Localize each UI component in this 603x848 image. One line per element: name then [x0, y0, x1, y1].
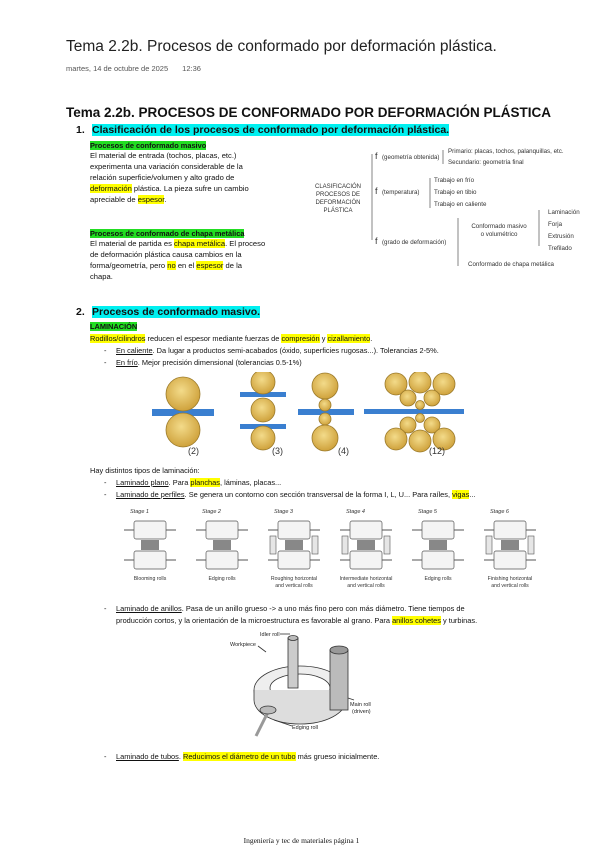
caliente-text: . Da lugar a productos semi-acabados (óxido, superficies rugosas...). Tolerancias 2-5%.	[152, 346, 439, 355]
geom-item-1: Primario: placas, tochos, palanquillas, etc.	[448, 148, 564, 155]
rodillos-mid: reducen el espesor mediante fuerzas de	[145, 334, 282, 343]
root-line-4: PLÁSTICA	[323, 208, 353, 214]
section-1-number: 1.	[76, 124, 85, 136]
page-time: 12:36	[182, 64, 201, 73]
upper-roll	[494, 521, 526, 539]
root-line-1: CLASIFICACIÓN	[314, 184, 362, 190]
chapa-line-3-mid: en el	[175, 261, 197, 270]
stage-label: Stage 3	[274, 509, 293, 515]
laminacion-heading	[90, 322, 137, 331]
chapa-node: Conformado de chapa metálica	[468, 261, 554, 268]
root-line-3: DEFORMACIÓN	[315, 200, 361, 206]
geom-item-2: Secundario: geometría final	[448, 159, 524, 166]
chapa-line-4: chapa.	[90, 272, 113, 281]
root-line-2: PROCESOS DE	[315, 192, 361, 198]
stage-label: Stage 1	[130, 509, 149, 515]
bullet-frio: - En frío. Mejor precisión dimensional (tolerancias 0.5-1%)	[104, 358, 302, 367]
backup-roll	[312, 425, 338, 451]
anillos-line-2-pre: producción cortos, y la orientación de la microestructura es favorable al grano. Para	[116, 616, 393, 625]
f-grado: f	[375, 236, 378, 246]
side-roll	[486, 536, 492, 554]
laminacion-label: LAMINACIÓN	[90, 322, 138, 331]
temp-item-3: Trabajo en caliente	[434, 201, 487, 208]
stage-label: Stage 2	[202, 509, 221, 515]
label-workpiece: Workpiece	[230, 642, 256, 648]
hl-espesor-2: espesor	[196, 261, 224, 270]
side-roll	[342, 536, 348, 554]
chapa-line-1-post: . El proceso	[225, 239, 266, 248]
masivo-node-1: Conformado masivo	[471, 223, 527, 230]
geom-label: (geometría obtenida)	[382, 154, 440, 161]
anillos-label: Laminado de anillos	[116, 604, 182, 613]
rodillos-post: .	[370, 334, 373, 343]
masivo-line-5-post: .	[164, 195, 167, 204]
masivo-item-1: Laminación	[548, 209, 580, 216]
hl-reducimos: Reducimos el diámetro de un tubo	[182, 752, 296, 761]
hl-rodillos: Rodillos/cilindros	[90, 334, 146, 343]
hl-deformacion: deformación	[90, 184, 132, 193]
section-2-title: Procesos de conformado masivo.	[92, 306, 261, 318]
caliente-label: En caliente	[116, 346, 153, 355]
lower-roll	[350, 551, 382, 569]
mill-label-12: (12)	[429, 446, 446, 456]
page-footer: Ingeniería y tec de materiales página 1	[243, 836, 360, 845]
lower-roll	[134, 551, 166, 569]
backup-roll	[312, 373, 338, 399]
page-title: Tema 2.2b. Procesos de conformado por deformación plástica.	[66, 38, 497, 55]
chapa-line-3	[90, 260, 308, 271]
stage-caption: Roughing horizontal	[270, 576, 318, 582]
f-geom: f	[375, 151, 378, 161]
idler-roll-shaft	[288, 638, 298, 688]
bullet-tubos: - Laminado de tubos. Reducimos el diámetro de un tubo más grueso inicialmente.	[104, 752, 380, 761]
plano-mid: . Para	[168, 478, 191, 487]
plano-label: Laminado plano	[116, 478, 169, 487]
page-meta	[66, 64, 201, 73]
masivo-line-5-pre: apreciable de	[90, 195, 138, 204]
work-roll	[319, 413, 331, 425]
temp-label: (temperatura)	[382, 189, 420, 196]
roll	[251, 372, 275, 394]
temp-item-2: Trabajo en tibio	[434, 189, 477, 196]
edging-roll	[260, 706, 276, 714]
stage-caption: Edging rolls	[424, 576, 452, 582]
masivo-text	[90, 150, 308, 205]
upper-roll	[422, 521, 454, 539]
frio-label: En frío	[116, 358, 138, 367]
stage-caption: Finishing horizontal	[487, 576, 533, 582]
lower-roll	[206, 551, 238, 569]
plano-post: , láminas, placas...	[219, 478, 282, 487]
perfiles-post: ...	[469, 490, 476, 499]
lower-roll	[494, 551, 526, 569]
roll	[166, 377, 200, 411]
hl-espesor: espesor	[137, 195, 165, 204]
anillos-post: y turbinas.	[440, 616, 478, 625]
strip	[364, 409, 464, 414]
diagram-root	[315, 183, 361, 214]
roll	[251, 398, 275, 422]
masivo-item-3: Extrusión	[548, 233, 574, 240]
chapa-heading: Procesos de conformado de chapa metálica	[90, 229, 245, 238]
section-2-number: 2.	[76, 306, 85, 318]
frio-text: . Mejor precisión dimensional (tolerancias 0.5-1%)	[137, 358, 302, 367]
side-roll	[270, 536, 276, 554]
hl-vigas: vigas	[452, 490, 470, 499]
chapa-line-2: de deformación plástica causa cambios en la	[90, 250, 242, 259]
stage-1	[124, 509, 176, 582]
side-roll	[384, 536, 390, 554]
rolling-mills-figure	[148, 372, 468, 462]
label-driven: (driven)	[352, 709, 371, 715]
document-title: Tema 2.2b. PROCESOS DE CONFORMADO POR DEFORMACIÓN PLÁSTICA	[66, 105, 552, 120]
anillos-line-2	[116, 616, 477, 625]
lower-roll	[278, 551, 310, 569]
ring-rolling-figure	[230, 628, 380, 746]
tipos-intro: Hay distintos tipos de laminación:	[90, 466, 200, 475]
masivo-item-4: Trefilado	[548, 245, 572, 252]
masivo-item-2: Forja	[548, 221, 563, 228]
masivo-line-3: relación superficie/volumen y alto grado de	[90, 173, 235, 182]
stage-caption: and vertical rolls	[347, 583, 385, 589]
upper-roll	[134, 521, 166, 539]
hl-chapa-metalica: chapa metálica	[174, 239, 226, 248]
mill-label-3: (3)	[272, 446, 283, 456]
lower-roll	[422, 551, 454, 569]
shape-rolling-stages	[120, 504, 560, 596]
stage-label: Stage 6	[490, 509, 509, 515]
masivo-line-5	[90, 194, 308, 205]
tubos-label: Laminado de tubos	[116, 752, 179, 761]
workpiece	[141, 540, 159, 550]
masivo-line-4-rest: plástica. La pieza sufre un cambio	[131, 184, 249, 193]
main-roll	[330, 650, 348, 710]
stage-caption: Edging rolls	[208, 576, 236, 582]
mill-two-high	[152, 377, 214, 456]
label-edging-roll: Edging roll	[292, 725, 318, 731]
mill-four-high	[298, 373, 354, 456]
work-roll	[319, 399, 331, 411]
hl-anillos-cohetes: anillos cohetes	[392, 616, 441, 625]
hl-compresion: compresión	[281, 334, 320, 343]
page-date: martes, 14 de octubre de 2025	[66, 64, 169, 73]
chapa-line-1-pre: El material de partida es	[90, 239, 174, 248]
stage-caption: Intermediate horizontal	[339, 576, 393, 582]
section-2-heading	[76, 306, 260, 318]
chapa-text	[90, 238, 308, 282]
tubos-post: más grueso inicialmente.	[295, 752, 380, 761]
mill-cluster	[364, 372, 464, 456]
masivo-line-2: experimenta una variación considerable de la	[90, 162, 243, 171]
mill-three-high	[240, 372, 286, 456]
rodillos-y: y	[319, 334, 328, 343]
classification-diagram	[312, 140, 602, 275]
stage-label: Stage 5	[418, 509, 437, 515]
stage-caption: and vertical rolls	[275, 583, 313, 589]
temp-item-1: Trabajo en frío	[434, 177, 475, 184]
bullet-perfiles: - Laminado de perfiles. Se genera un contorno con sección transversal de la forma I, L, U... Para raíles, vigas...	[104, 490, 476, 499]
label-main-roll: Main roll	[350, 702, 371, 708]
masivo-line-4	[90, 183, 308, 194]
section-1-heading	[76, 124, 449, 136]
bullet-caliente: - En caliente. Da lugar a productos semi-acabados (óxido, superficies rugosas...). Tolerancias 2-5%.	[104, 346, 439, 355]
roll	[166, 413, 200, 447]
tubos-mid: .	[178, 752, 183, 761]
chapa-line-3-post: de la	[223, 261, 242, 270]
hl-cizallamiento: cizallamiento	[327, 334, 371, 343]
masivo-block	[90, 141, 308, 205]
f-temp: f	[375, 186, 378, 196]
perfiles-mid: . Se genera un contorno con sección transversal de la forma I, L, U... Para raíles,	[184, 490, 453, 499]
bullet-anillos: - Laminado de anillos. Pasa de un anillo grueso -> a uno más fino pero con más diámetro. Tiene tiempos de	[104, 604, 465, 613]
rodillos-line	[90, 334, 372, 343]
anillos-line-1: . Pasa de un anillo grueso -> a uno más fino pero con más diámetro. Tiene tiempos de	[181, 604, 465, 613]
masivo-heading: Procesos de conformado masivo	[90, 141, 207, 150]
chapa-line-1	[90, 238, 308, 249]
section-1-title: Clasificación de los procesos de conformado por deformación plástica.	[92, 124, 450, 136]
upper-roll	[350, 521, 382, 539]
masivo-line-1: El material de entrada (tochos, placas, etc.)	[90, 151, 237, 160]
stage-label: Stage 4	[346, 509, 365, 515]
chapa-line-3-pre: forma/geometría, pero	[90, 261, 168, 270]
upper-roll	[206, 521, 238, 539]
hl-no: no	[167, 261, 176, 270]
hl-planchas: planchas	[190, 478, 220, 487]
mill-label-4: (4)	[338, 446, 349, 456]
upper-roll	[278, 521, 310, 539]
side-roll	[312, 536, 318, 554]
masivo-node-2: o volumétrico	[480, 231, 518, 238]
stage-caption: Blooming rolls	[133, 576, 167, 582]
bullet-plano: - Laminado plano. Para planchas, láminas, placas...	[104, 478, 282, 487]
mill-label-2: (2)	[188, 446, 199, 456]
stage-caption: and vertical rolls	[491, 583, 529, 589]
label-idler-roll: Idler roll	[260, 632, 280, 638]
perfiles-label: Laminado de perfiles	[116, 490, 185, 499]
side-roll	[528, 536, 534, 554]
chapa-block	[90, 229, 308, 282]
grado-label: (grado de deformación)	[382, 239, 447, 246]
